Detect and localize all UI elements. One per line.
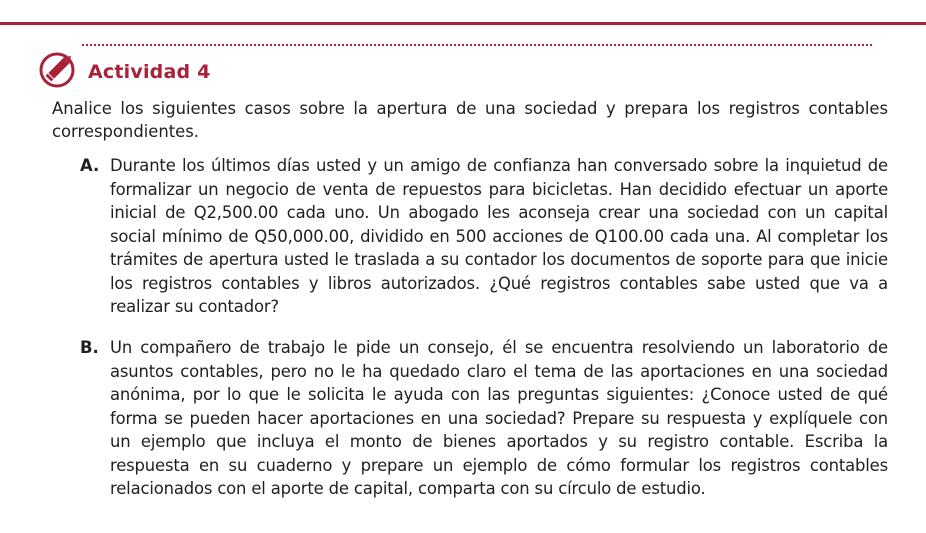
intro-paragraph: Analice los siguientes casos sobre la apertura de una sociedad y prepara los registros contables correspondientes. <box>52 99 888 141</box>
case-b <box>80 336 888 501</box>
case-b-text: Un compañero de trabajo le pide un consejo, él se encuentra resolviendo un laboratorio de asuntos contables, pero no le ha quedado claro el tema de las aportaciones en una sociedad anónima, por lo que le solicita le ayuda con las preguntas siguientes: ¿Conoce usted de qué forma se pueden hacer aportaciones en una sociedad? Prepare su respuesta y explíquele con un ejemplo que incluya el monto de bienes aportados y su registro contable. Escriba la respuesta en su cuaderno y prepare un ejemplo de cómo formular los registros contables relacionados con el aporte de capital, comparta con su círculo de estudio. <box>110 338 888 498</box>
activity-header <box>38 46 211 92</box>
case-a-text: Durante los últimos días usted y un amigo de confianza han conversado sobre la inquietud de formalizar un negocio de venta de repuestos para bicicletas. Han decidido efectuar un aporte inicial de Q2,500.00 cada uno. Un abogado les aconseja crear una sociedad con un capital social mínimo de Q50,000.00, dividido en 500 acciones de Q100.00 cada una. Al completar los trámites de apertura usted le traslada a su contador los documentos de soporte para que inicie los registros contables y libros autorizados. ¿Qué registros contables sabe usted que va a realizar su contador? <box>110 156 888 316</box>
case-a <box>80 154 888 319</box>
top-divider <box>0 22 926 25</box>
case-a-letter: A. <box>80 156 100 175</box>
activity-title: Actividad 4 <box>88 61 211 83</box>
pencil-badge-icon <box>38 49 78 89</box>
case-b-letter: B. <box>80 338 99 357</box>
